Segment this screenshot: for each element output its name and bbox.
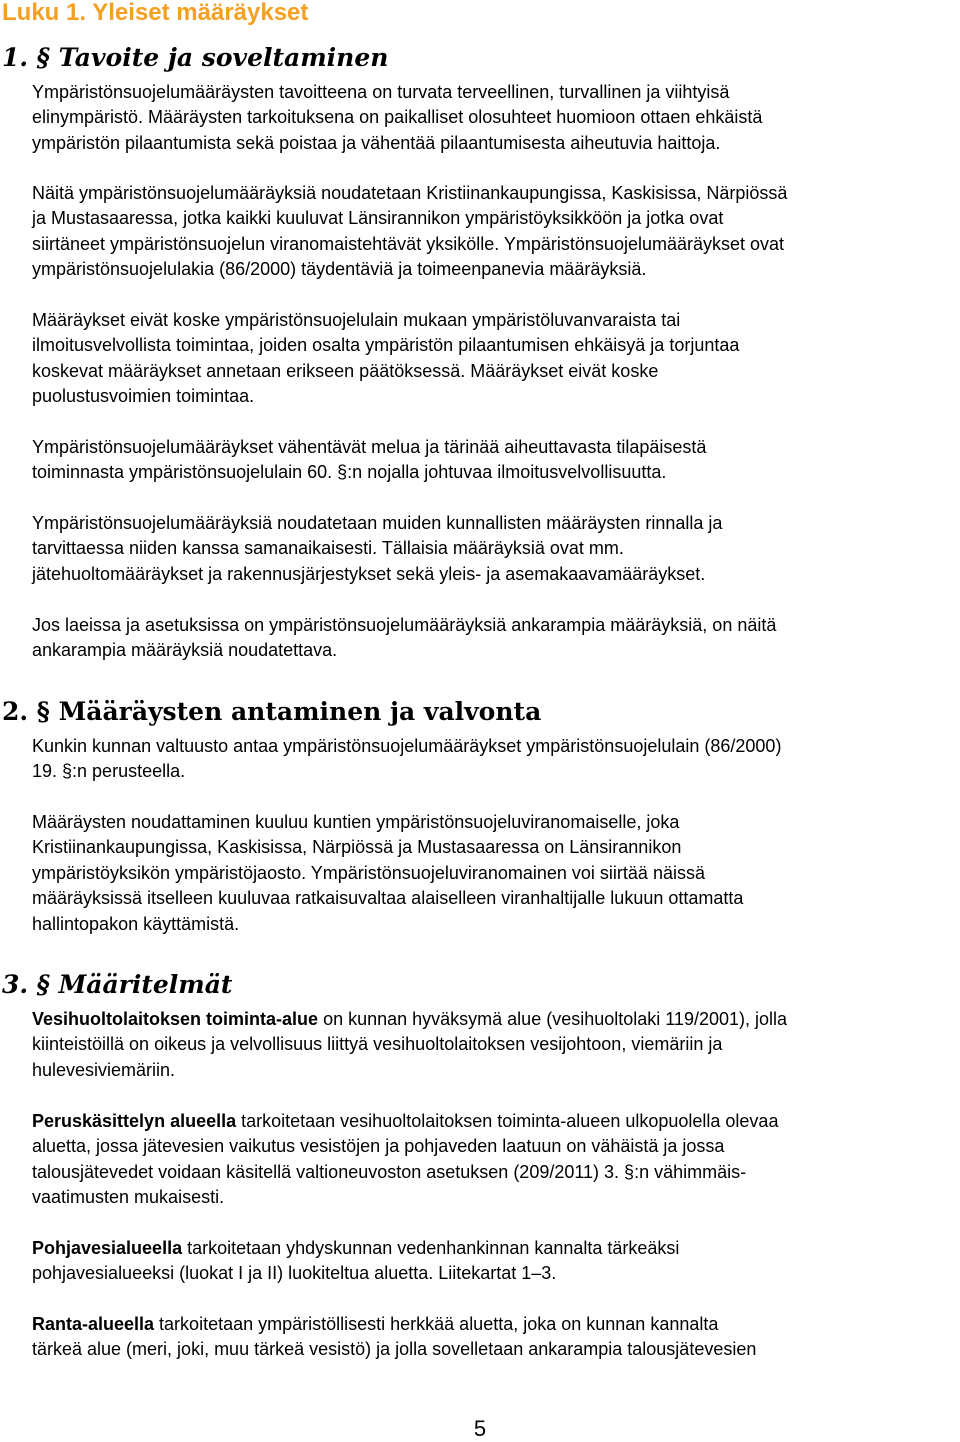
text-line: ympäristöyksikön ympäristöjaosto. Ympäristönsuojeluviranomainen voi siirtää näissä xyxy=(32,862,705,883)
definition-text: tarkoitetaan yhdyskunnan vedenhankinnan kannalta tärkeäksi xyxy=(182,1238,680,1258)
text-line xyxy=(32,1312,960,1337)
text-line: hallintopakon käyttämistä. xyxy=(32,913,240,934)
section-heading-1: 1. § Tavoite ja soveltaminen xyxy=(2,43,389,72)
definition-paragraph xyxy=(32,1312,960,1363)
text-line: Ympäristönsuojelumääräysten tavoitteena on turvata terveellinen, turvallinen ja viihtyisä xyxy=(32,82,730,102)
text-line: kiinteistöillä on oikeus ja velvollisuus liittyä vesihuoltolaitoksen vesijohtoon, viemäriin ja xyxy=(32,1034,723,1055)
defined-term: Vesihuoltolaitoksen toiminta-alue xyxy=(32,1009,319,1029)
text-line: puolustusvoimien toimintaa. xyxy=(32,386,255,407)
defined-term: Peruskäsittelyn alueella xyxy=(32,1111,237,1131)
section-heading-3: 3. § Määritelmät xyxy=(2,970,233,999)
text-line: hulevesiviemäriin. xyxy=(32,1059,176,1080)
text-line: Kristiinankaupungissa, Kaskisissa, Närpiössä ja Mustasaaressa on Länsirannikon xyxy=(32,837,682,858)
text-line: vaatimusten mukaisesti. xyxy=(32,1187,225,1208)
text-line: ankarampia määräyksiä noudatettava. xyxy=(32,640,338,661)
defined-term: Ranta-alueella xyxy=(32,1314,155,1334)
text-line: ja Mustasaaressa, jotka kaikki kuuluvat Länsirannikon ympäristöyksikköön ja jotka ovat xyxy=(32,208,724,229)
text-line: elinympäristö. Määräysten tarkoituksena on paikalliset olosuhteet huomioon ottaen ehkäistä xyxy=(32,107,763,128)
paragraph xyxy=(32,734,960,785)
definition-paragraph xyxy=(32,1236,960,1287)
paragraph xyxy=(32,181,960,283)
text-line: toiminnasta ympäristönsuojelulain 60. §:n nojalla johtuvaa ilmoitusvelvollisuutta. xyxy=(32,462,667,483)
paragraph xyxy=(32,810,960,937)
text-line xyxy=(32,1236,960,1261)
text-line: Kunkin kunnan valtuusto antaa ympäristönsuojelumääräykset ympäristönsuojelulain (86/2000) xyxy=(32,736,782,756)
text-line: ilmoitusvelvollista toimintaa, joiden osalta ympäristön pilaantumisen ehkäisyä ja torjuntaa xyxy=(32,335,740,356)
text-line: Määräysten noudattaminen kuuluu kuntien ympäristönsuojeluviranomaiselle, joka xyxy=(32,812,680,832)
section-heading-2: 2. § Määräysten antaminen ja valvonta xyxy=(2,697,542,726)
text-line: Näitä ympäristönsuojelumääräyksiä noudatetaan Kristiinankaupungissa, Kaskisissa, Närpiössä xyxy=(32,183,788,203)
chapter-title: Luku 1. Yleiset määräykset xyxy=(2,0,309,26)
text-line: talousjätevedet voidaan käsitellä valtioneuvoston asetuksen (209/2011) 3. §:n vähimmäis- xyxy=(32,1161,747,1182)
text-line: 19. §:n perusteella. xyxy=(32,761,186,782)
text-line xyxy=(32,1007,960,1032)
text-line xyxy=(32,1109,960,1134)
paragraph xyxy=(32,80,960,156)
paragraph xyxy=(32,435,960,486)
text-line: tarvittaessa niiden kanssa samanaikaisesti. Tällaisia määräyksiä ovat mm. xyxy=(32,538,624,559)
paragraph xyxy=(32,613,960,664)
definition-text: tarkoitetaan ympäristöllisesti herkkää aluetta, joka on kunnan kannalta xyxy=(154,1314,719,1334)
text-line: tärkeä alue (meri, joki, muu tärkeä vesistö) ja jolla sovelletaan ankarampia talousjätevesien xyxy=(32,1339,757,1360)
text-line: Jos laeissa ja asetuksissa on ympäristönsuojelumääräyksiä ankarampia määräyksiä, on näitä xyxy=(32,615,777,635)
text-line: siirtäneet ympäristönsuojelun viranomaistehtävät yksikölle. Ympäristönsuojelumääräykset ovat xyxy=(32,233,785,254)
text-line: määräyksissä itselleen kuuluvaa ratkaisuvaltaa alaiselleen viranhaltijalle lukuun ottamatta xyxy=(32,888,744,909)
text-line: jätehuoltomääräykset ja rakennusjärjestykset sekä yleis- ja asemakaavamääräykset. xyxy=(32,563,706,584)
text-line: Ympäristönsuojelumääräykset vähentävät melua ja tärinää aiheuttavasta tilapäisestä xyxy=(32,437,707,457)
paragraph xyxy=(32,511,960,587)
text-line: ympäristön pilaantumista sekä poistaa ja vähentää pilaantumisesta aiheutuvia haittoja. xyxy=(32,132,721,153)
text-line: ympäristönsuojelulakia (86/2000) täydentäviä ja toimeenpanevia määräyksiä. xyxy=(32,259,647,280)
definition-text: tarkoitetaan vesihuoltolaitoksen toiminta-alueen ulkopuolella olevaa xyxy=(236,1111,779,1131)
paragraph xyxy=(32,308,960,410)
text-line: koskevat määräykset annetaan erikseen päätöksessä. Määräykset eivät koske xyxy=(32,360,659,381)
text-line: Ympäristönsuojelumääräyksiä noudatetaan muiden kunnallisten määräysten rinnalla ja xyxy=(32,513,723,533)
definition-paragraph xyxy=(32,1007,960,1083)
defined-term: Pohjavesialueella xyxy=(32,1238,183,1258)
text-line: pohjavesialueeksi (luokat I ja II) luokiteltua aluetta. Liitekartat 1–3. xyxy=(32,1263,557,1284)
text-line: aluetta, jossa jätevesien vaikutus vesistöjen ja pohjaveden laatuun on vähäistä ja jossa xyxy=(32,1136,725,1157)
definition-text: on kunnan hyväksymä alue (vesihuoltolaki 119/2001), jolla xyxy=(318,1009,788,1029)
text-line: Määräykset eivät koske ympäristönsuojelulain mukaan ympäristöluvanvaraista tai xyxy=(32,310,681,330)
definition-paragraph xyxy=(32,1109,960,1211)
page-number: 5 xyxy=(473,1416,487,1441)
